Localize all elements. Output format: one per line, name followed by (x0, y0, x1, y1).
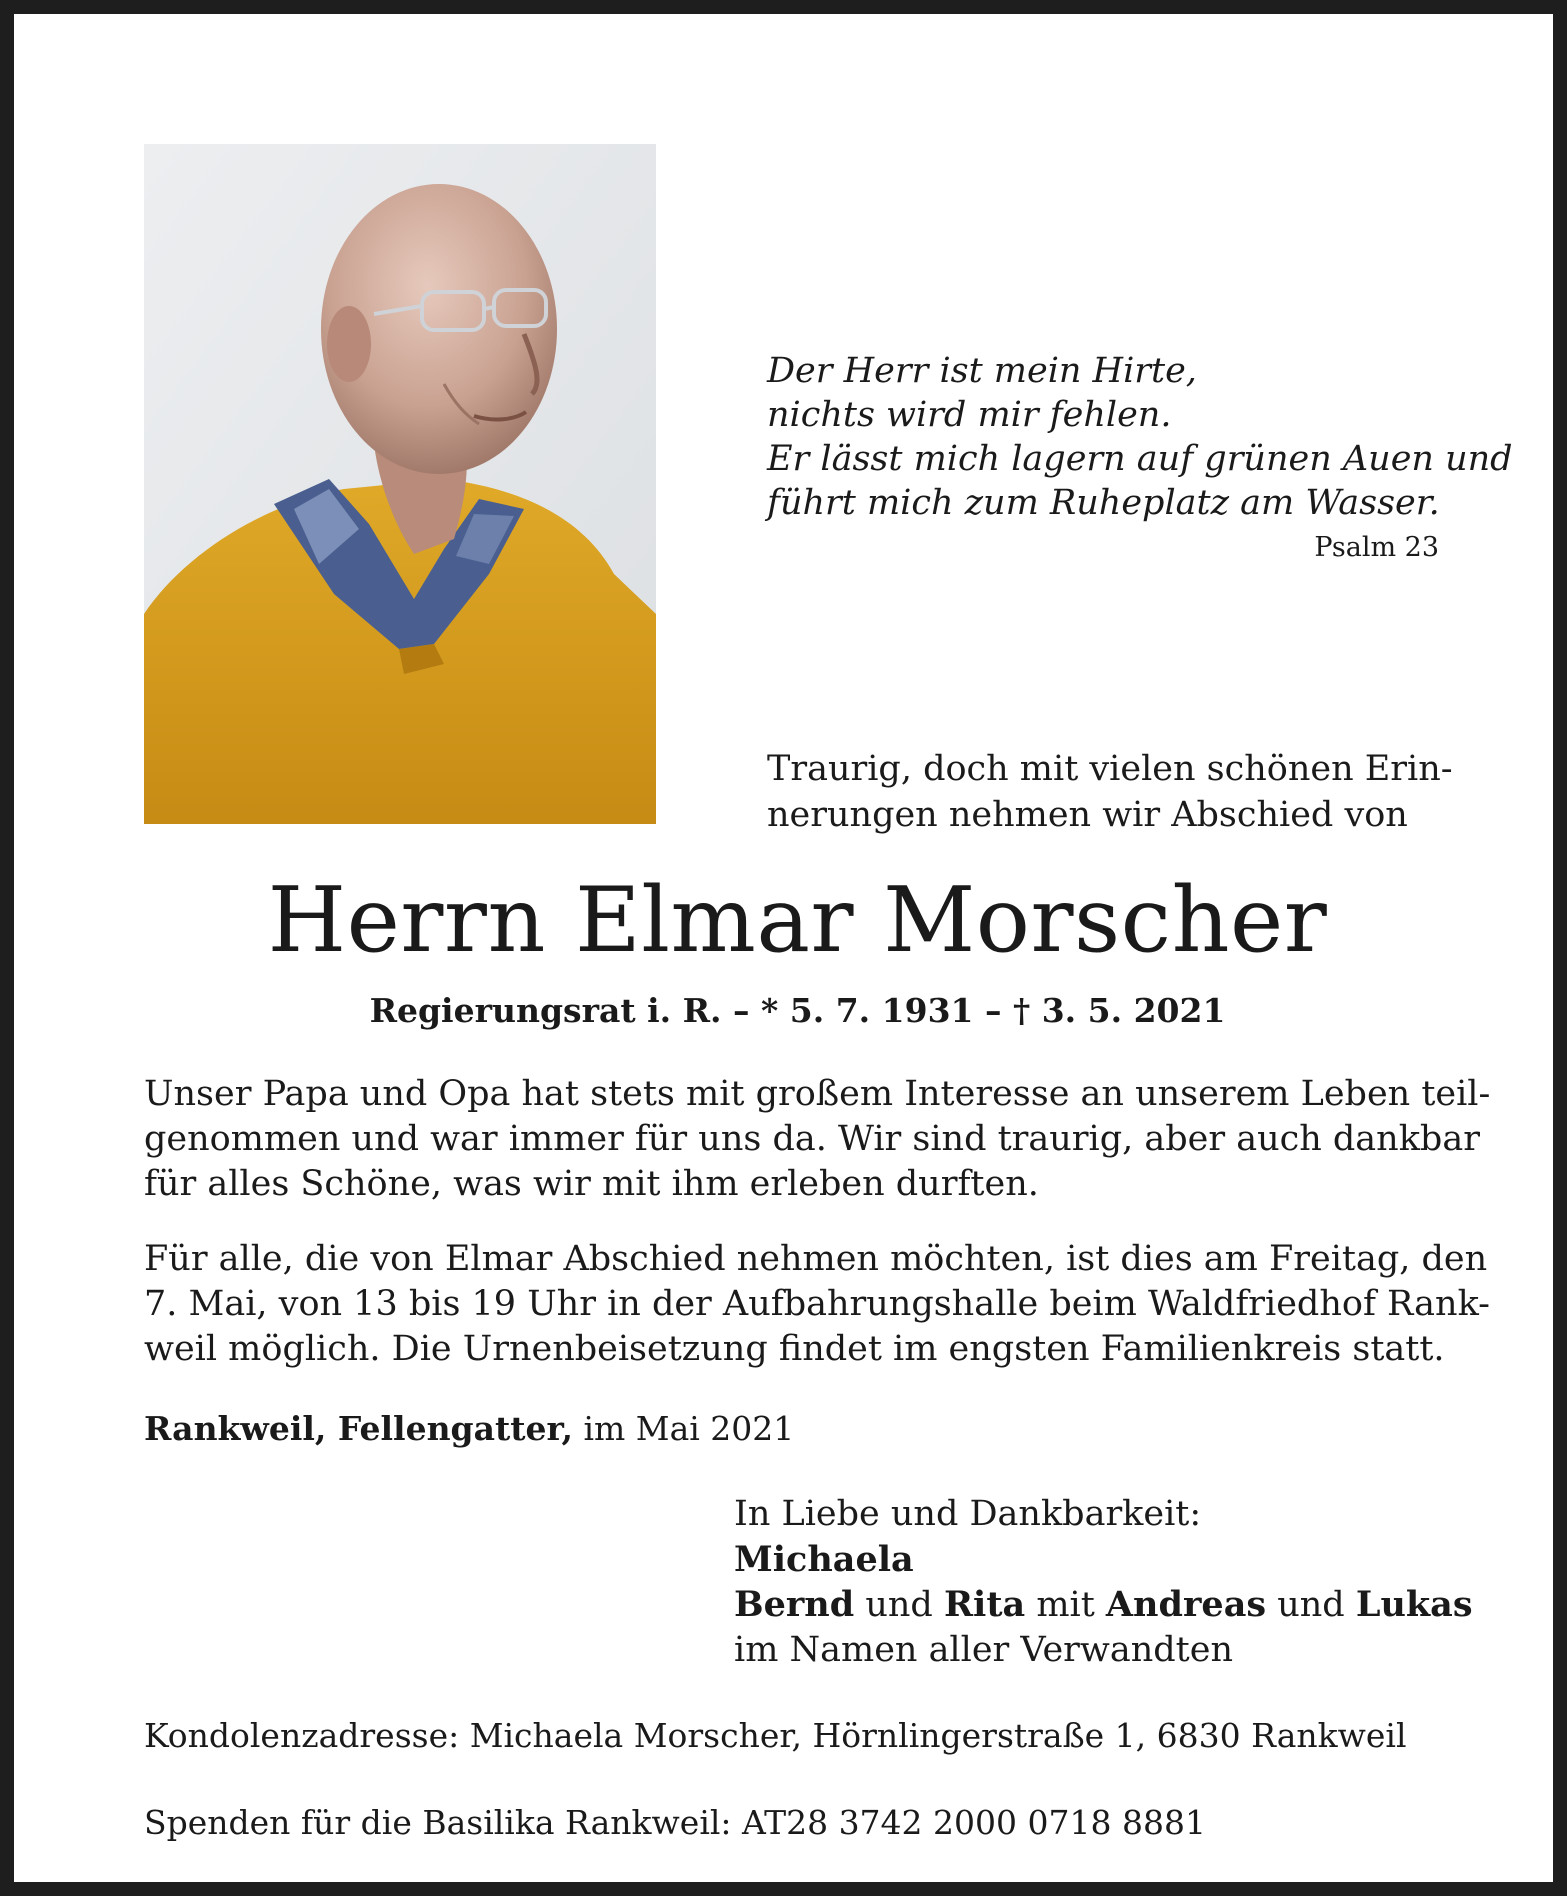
family-footer: im Namen aller Verwandten (734, 1630, 1233, 1670)
family-name: Andreas (1105, 1584, 1267, 1625)
paragraph-line: genommen und war immer für uns da. Wir sind traurig, aber auch dankbar (144, 1119, 1480, 1159)
family-signature (734, 1492, 1473, 1673)
family-name: Lukas (1355, 1584, 1473, 1625)
place-date-text: im Mai 2021 (572, 1409, 795, 1448)
connector-text: und (854, 1585, 944, 1625)
psalm-line: Er lässt mich lagern auf grünen Auen und (767, 439, 1513, 479)
family-name: Michaela (734, 1539, 914, 1580)
paragraph-line: 7. Mai, von 13 bis 19 Uhr in der Aufbahrungshalle beim Waldfriedhof Rank- (144, 1284, 1491, 1324)
family-name: Bernd (734, 1584, 855, 1625)
psalm-line: Der Herr ist mein Hirte, (767, 351, 1197, 391)
family-names-line (734, 1582, 1473, 1628)
family-name: Rita (943, 1584, 1026, 1625)
paragraph-line: weil möglich. Die Urnenbeisetzung findet im engsten Familienkreis statt. (144, 1329, 1445, 1369)
title-and-dates: Regierungsrat i. R. – * 5. 7. 1931 – † 3. 5. 2021 (369, 991, 1226, 1030)
psalm-quote (767, 349, 1513, 525)
psalm-line: führt mich zum Ruheplatz am Wasser. (767, 483, 1440, 523)
paragraph-line: Für alle, die von Elmar Abschied nehmen möchten, ist dies am Freitag, den (144, 1239, 1488, 1279)
intro-line: Traurig, doch mit vielen schönen Erin- (767, 749, 1453, 789)
place-name: Rankweil, Fellengatter, (144, 1409, 573, 1448)
deceased-name: Herrn Elmar Morscher (267, 868, 1328, 973)
portrait-photo (144, 144, 656, 824)
donation-info: Spenden für die Basilika Rankweil: AT28 3742 2000 0718 8881 (144, 1803, 1206, 1842)
place-date (144, 1407, 794, 1451)
psalm-line: nichts wird mir fehlen. (767, 395, 1172, 435)
paragraph-line: für alles Schöne, was wir mit ihm erleben durften. (144, 1164, 1039, 1204)
tribute-paragraph (144, 1072, 1491, 1207)
intro-line: nerungen nehmen wir Abschied von (767, 795, 1408, 835)
connector-text: und (1266, 1585, 1356, 1625)
condolence-address: Kondolenzadresse: Michaela Morscher, Hörnlingerstraße 1, 6830 Rankweil (144, 1716, 1407, 1755)
psalm-reference: Psalm 23 (1314, 532, 1439, 563)
connector-text: mit (1025, 1585, 1106, 1625)
paragraph-line: Unser Papa und Opa hat stets mit großem Interesse an unserem Leben teil- (144, 1074, 1491, 1114)
farewell-info-paragraph (144, 1237, 1491, 1372)
family-heading: In Liebe und Dankbarkeit: (734, 1494, 1202, 1534)
intro-text (767, 746, 1467, 838)
